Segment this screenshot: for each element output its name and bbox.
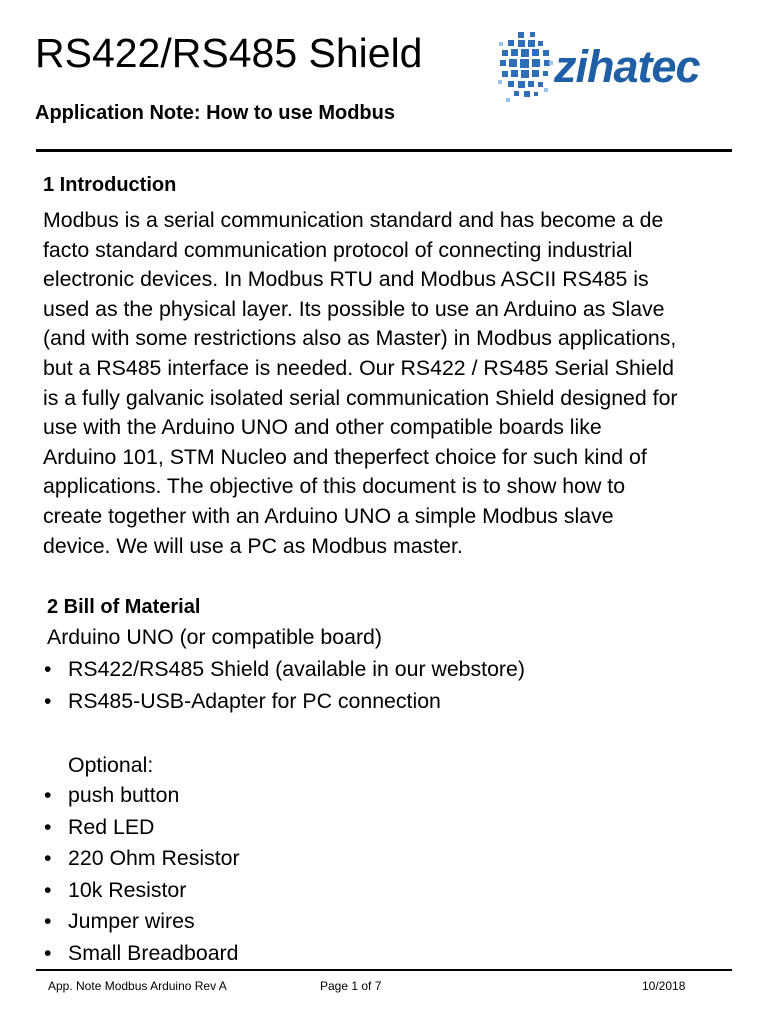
bullet-icon: •	[44, 940, 52, 965]
list-item	[44, 875, 240, 907]
paragraph-line: (and with some restrictions also as Master) in Modbus applications,	[43, 326, 677, 351]
paragraph-line: use with the Arduino UNO and other compatible boards like	[43, 415, 602, 440]
footer-document-name: App. Note Modbus Arduino Rev A	[48, 979, 227, 993]
paragraph-line: is a fully galvanic isolated serial communication Shield designed for	[43, 385, 678, 410]
paragraph-line: but a RS485 interface is needed. Our RS422 / RS485 Serial Shield	[43, 355, 675, 380]
document-subtitle: Application Note: How to use Modbus	[35, 102, 395, 124]
pixel-grid-logo-icon	[496, 28, 556, 108]
bullet-icon: •	[44, 877, 52, 902]
list-item-text: push button	[68, 783, 180, 807]
bom-list	[44, 654, 525, 717]
paragraph-line: used as the physical layer. Its possible to use an Arduino as Slave	[43, 296, 665, 321]
bullet-icon: •	[44, 814, 52, 839]
bullet-icon: •	[44, 846, 52, 870]
paragraph-line: Arduino 101, STM Nucleo and theperfect choice for such kind of	[43, 444, 647, 469]
optional-list	[44, 780, 240, 969]
header-divider	[36, 149, 732, 152]
list-item	[44, 843, 240, 875]
list-item-text: Small Breadboard	[68, 940, 239, 965]
section-heading-bill-of-material: 2 Bill of Material	[47, 596, 201, 618]
paragraph-line: device. We will use a PC as Modbus master.	[43, 533, 463, 558]
bullet-icon: •	[44, 909, 52, 933]
paragraph-line: electronic devices. In Modbus RTU and Modbus ASCII RS485 is	[43, 267, 649, 292]
list-item-text: 220 Ohm Resistor	[68, 846, 240, 870]
list-item-text: 10k Resistor	[68, 877, 187, 902]
list-item-text: RS485-USB-Adapter for PC connection	[68, 688, 441, 713]
footer-date: 10/2018	[642, 979, 686, 993]
list-item	[44, 686, 525, 718]
introduction-paragraph	[43, 206, 743, 561]
footer-divider	[36, 969, 732, 971]
document-title: RS422/RS485 Shield	[35, 30, 423, 76]
list-item	[44, 906, 240, 938]
zihatec-logo	[496, 28, 744, 108]
bom-intro: Arduino UNO (or compatible board)	[47, 625, 382, 649]
paragraph-line: facto standard communication protocol of connecting industrial	[43, 237, 633, 262]
paragraph-line: Modbus is a serial communication standard and has become a de	[43, 208, 664, 232]
bullet-icon: •	[44, 688, 52, 713]
list-item	[44, 654, 525, 686]
list-item-text: RS422/RS485 Shield (available in our webstore)	[68, 657, 525, 681]
list-item	[44, 780, 240, 812]
paragraph-line: create together with an Arduino UNO a simple Modbus slave	[43, 503, 614, 528]
bullet-icon: •	[44, 783, 52, 807]
paragraph-line: applications. The objective of this document is to show how to	[43, 474, 626, 499]
bullet-icon: •	[44, 657, 52, 681]
optional-label: Optional:	[68, 753, 154, 777]
list-item	[44, 938, 240, 970]
list-item-text: Red LED	[68, 814, 155, 839]
footer-page-number: Page 1 of 7	[320, 979, 382, 993]
section-heading-introduction: 1 Introduction	[43, 174, 177, 196]
logo-wordmark: zihatec	[554, 41, 700, 92]
list-item-text: Jumper wires	[68, 909, 195, 933]
list-item	[44, 812, 240, 844]
